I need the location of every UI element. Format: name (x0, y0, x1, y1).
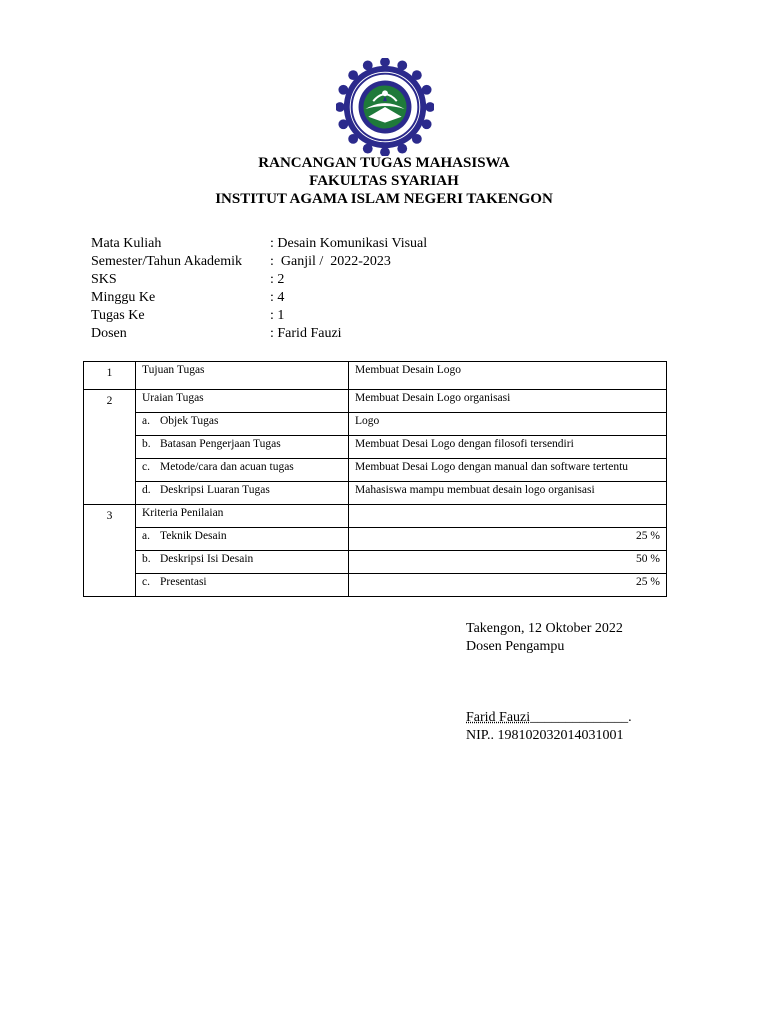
info-label: Minggu Ke (91, 290, 156, 305)
info-value: : Ganjil / 2022-2023 (270, 254, 391, 269)
sub-label: Presentasi (160, 576, 207, 588)
table-row (84, 574, 667, 597)
info-label: Tugas Ke (91, 308, 145, 323)
sub-label: Objek Tugas (160, 415, 219, 427)
row-subitem (136, 413, 349, 436)
sub-letter: c. (142, 576, 150, 588)
info-label: SKS (91, 272, 117, 287)
sub-label: Teknik Desain (160, 530, 227, 542)
info-value: : Desain Komunikasi Visual (270, 236, 428, 251)
row-description (349, 505, 667, 528)
row-description: Logo (349, 413, 667, 436)
sub-label: Deskripsi Isi Desain (160, 553, 254, 565)
sub-letter: b. (142, 438, 151, 450)
row-subitem (136, 436, 349, 459)
table-row (84, 413, 667, 436)
row-item: Tujuan Tugas (136, 362, 349, 390)
sub-letter: b. (142, 553, 151, 565)
info-value: : 1 (270, 308, 285, 323)
sub-letter: a. (142, 415, 150, 427)
row-subitem (136, 574, 349, 597)
row-number: 3 (84, 505, 136, 597)
row-number: 2 (84, 390, 136, 505)
row-subitem (136, 551, 349, 574)
table-row (84, 482, 667, 505)
table-row (84, 505, 667, 528)
row-subitem (136, 459, 349, 482)
sub-letter: a. (142, 530, 150, 542)
row-item: Uraian Tugas (136, 390, 349, 413)
institution-logo (336, 58, 434, 156)
faculty-name: FAKULTAS SYARIAH (309, 173, 459, 189)
sub-letter: d. (142, 484, 151, 496)
info-label: Mata Kuliah (91, 236, 162, 251)
sub-label: Metode/cara dan acuan tugas (160, 461, 294, 473)
table-row (84, 390, 667, 413)
row-description: Membuat Desain Logo (349, 362, 667, 390)
signer-nip: NIP.. 198102032014031001 (466, 728, 624, 743)
doc-title: RANCANGAN TUGAS MAHASISWA (258, 155, 510, 171)
signer-name-line (466, 709, 632, 727)
sub-label: Batasan Pengerjaan Tugas (160, 438, 281, 450)
signer-role: Dosen Pengampu (466, 639, 565, 654)
criteria-weight: 50 % (349, 551, 667, 574)
row-number: 1 (84, 362, 136, 390)
table-row (84, 459, 667, 482)
sub-letter: c. (142, 461, 150, 473)
criteria-weight: 25 % (349, 574, 667, 597)
signer-name: Farid Fauzi (466, 710, 531, 725)
row-item: Kriteria Penilaian (136, 505, 349, 528)
info-label: Semester/Tahun Akademik (91, 254, 243, 269)
assignment-table (83, 361, 667, 597)
info-value: : Farid Fauzi (270, 326, 342, 341)
table-row (84, 528, 667, 551)
table-row (84, 551, 667, 574)
row-description: Membuat Desain Logo organisasi (349, 390, 667, 413)
sub-label: Deskripsi Luaran Tugas (160, 484, 270, 496)
row-subitem (136, 528, 349, 551)
info-value: : 2 (270, 272, 285, 287)
place-date: Takengon, 12 Oktober 2022 (466, 621, 623, 636)
institute-name: INSTITUT AGAMA ISLAM NEGERI TAKENGON (215, 191, 553, 207)
row-subitem (136, 482, 349, 505)
signature-line: ______________. (530, 710, 632, 725)
row-description: Membuat Desai Logo dengan manual dan software tertentu (349, 459, 667, 482)
row-description: Membuat Desai Logo dengan filosofi tersendiri (349, 436, 667, 459)
row-description: Mahasiswa mampu membuat desain logo organisasi (349, 482, 667, 505)
criteria-weight: 25 % (349, 528, 667, 551)
table-row (84, 436, 667, 459)
info-label: Dosen (91, 326, 127, 341)
table-row (84, 362, 667, 390)
info-value: : 4 (270, 290, 285, 305)
